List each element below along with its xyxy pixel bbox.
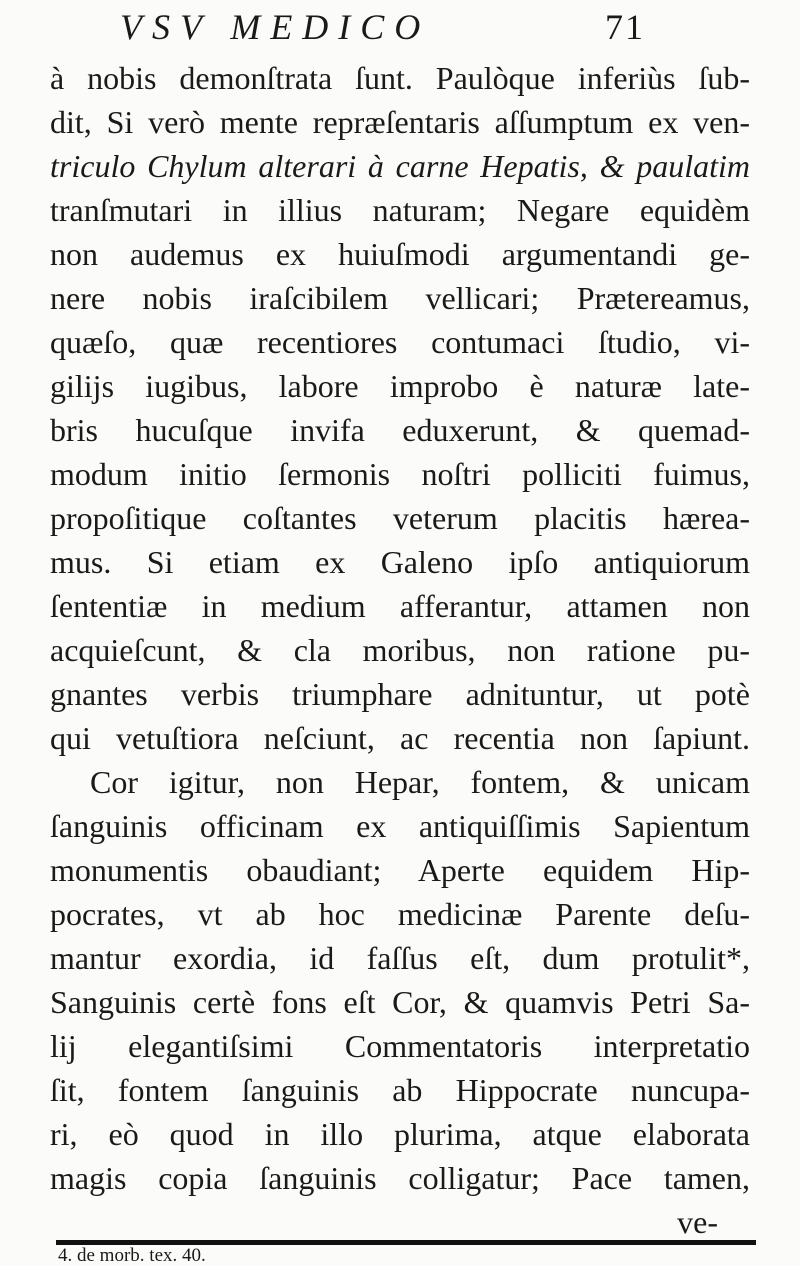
- text-line-11: propoſitique coſtantes veterum placitis hærea-: [50, 500, 750, 536]
- text-line-6: nere nobis iraſcibilem vellicari; Prætereamus,: [50, 280, 750, 316]
- text-line-18: ſanguinis officinam ex antiquiſſimis Sapientum: [50, 808, 750, 844]
- running-head: [120, 4, 680, 50]
- text-line-16: qui vetuſtiora neſciunt, ac recentia non ſapiunt.: [50, 720, 750, 756]
- text-line-12: mus. Si etiam ex Galeno ipſo antiquiorum: [50, 544, 750, 580]
- running-title: VSV MEDICO: [120, 7, 431, 47]
- body-text: [50, 56, 750, 1244]
- text-line-5: non audemus ex huiuſmodi argumentandi ge-: [50, 236, 750, 272]
- text-line-10: modum initio ſermonis noſtri polliciti fuimus,: [50, 456, 750, 492]
- text-line-13: ſententiæ in medium afferantur, attamen non: [50, 588, 750, 624]
- text-line-8: gilijs iugibus, labore improbo è naturæ late-: [50, 368, 750, 404]
- page-number: 71: [605, 7, 645, 47]
- text-line-17: Cor igitur, non Hepar, fontem, & unicam: [90, 764, 750, 800]
- text-line-14: acquieſcunt, & cla moribus, non ratione pu-: [50, 632, 750, 668]
- text-line-20: pocrates, vt ab hoc medicinæ Parente deſu-: [50, 896, 750, 932]
- text-line-15: gnantes verbis triumphare adnituntur, ut potè: [50, 676, 750, 712]
- footnote: 4. de morb. tex. 40.: [58, 1245, 206, 1266]
- text-line-2: dit, Si verò mente repræſentaris aſſumptum ex ven-: [50, 104, 750, 140]
- text-line-26: magis copia ſanguinis colligatur; Pace tamen,: [50, 1160, 750, 1196]
- text-line-4: tranſmutari in illius naturam; Negare equidèm: [50, 192, 750, 228]
- text-line-25: ri, eò quod in illo plurima, atque elaborata: [50, 1116, 750, 1152]
- text-line-3: triculo Chylum alterari à carne Hepatis, & paulatim: [50, 148, 750, 184]
- text-line-22: Sanguinis certè fons eſt Cor, & quamvis Petri Sa-: [50, 984, 750, 1020]
- text-line-9: bris hucuſque invifa eduxerunt, & quemad-: [50, 412, 750, 448]
- text-line-1: à nobis demonſtrata ſunt. Paulòque inferiùs ſub-: [50, 60, 750, 96]
- text-line-7: quæſo, quæ recentiores contumaci ſtudio, vi-: [50, 324, 750, 360]
- text-line-24: ſit, fontem ſanguinis ab Hippocrate nuncupa-: [50, 1072, 750, 1108]
- text-line-19: monumentis obaudiant; Aperte equidem Hip-: [50, 852, 750, 888]
- text-line-23: lij elegantiſsimi Commentatoris interpretatio: [50, 1028, 750, 1064]
- text-line-21: mantur exordia, id faſſus eſt, dum protulit*,: [50, 940, 750, 976]
- catchword: ve-: [677, 1204, 718, 1240]
